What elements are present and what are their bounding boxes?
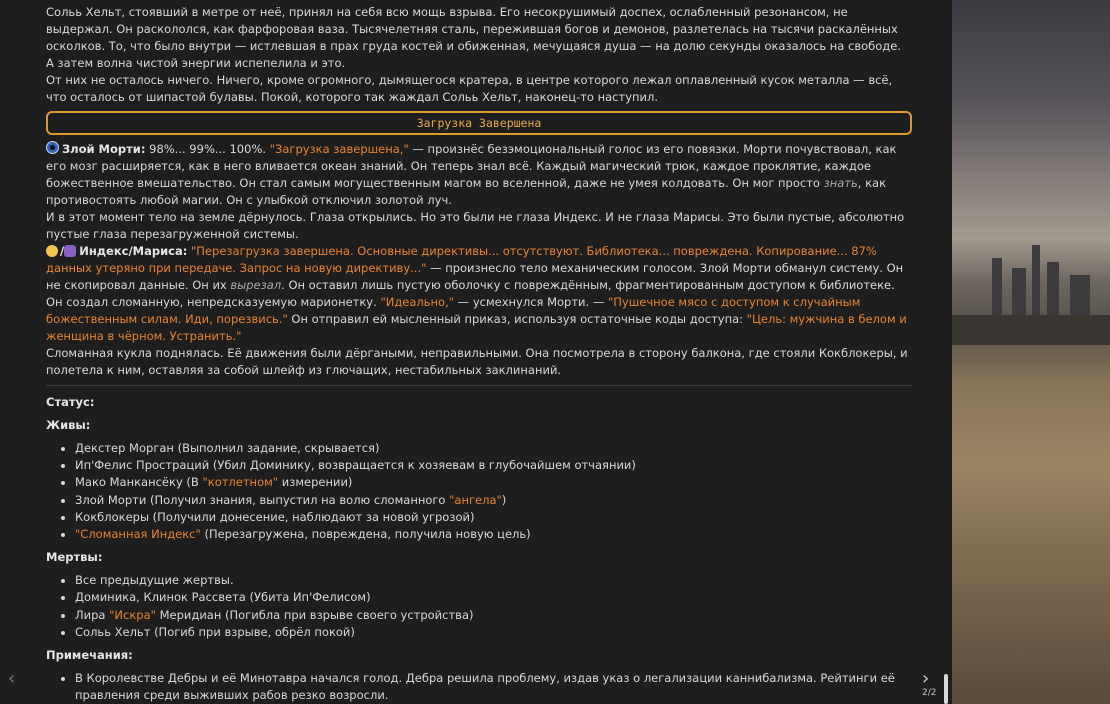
story-paragraph-5 xyxy=(46,243,912,345)
mage-icon xyxy=(64,245,76,257)
slash: / xyxy=(60,244,65,258)
quote: "Идеально," xyxy=(380,295,455,309)
list-item xyxy=(75,607,912,624)
list-item-text: ) xyxy=(501,492,507,507)
list-item xyxy=(75,589,912,606)
list-item-text: Декстер Морган (Выполнил задание, скрывается) xyxy=(75,441,380,455)
list-item-text: Сольь Хельт (Погиб при взрыве, обрёл покой) xyxy=(75,624,355,639)
story-paragraph-3 xyxy=(46,141,912,209)
highlight-text: "котлетном" xyxy=(202,475,279,490)
list-item xyxy=(75,474,912,491)
emphasis: вырезал xyxy=(230,278,282,292)
highlight-text: "Искра" xyxy=(109,607,156,622)
list-item xyxy=(75,492,912,509)
list-item-text: измерении) xyxy=(278,475,353,490)
quote: "Цель: мужчина в белом и женщина в чёрном. Устранить." xyxy=(46,312,907,343)
speaker-index-marisa: Индекс/Мариса: xyxy=(79,244,188,258)
speaker-evil-morty: Злой Морти: xyxy=(62,142,146,156)
list-item-text: Злой Морти (Получил знания, выпустил на волю сломанного xyxy=(75,492,450,507)
divider xyxy=(46,385,912,386)
list-item xyxy=(75,624,912,641)
list-item xyxy=(75,440,912,457)
next-swipe-button[interactable]: › xyxy=(922,668,930,689)
list-item xyxy=(75,572,912,589)
list-item-text: Доминика, Клинок Рассвета (Убита Ип'Фелисом) xyxy=(75,590,371,605)
prev-swipe-button[interactable]: ‹ xyxy=(8,668,16,689)
text-segment: — произнесло тело механическим голосом. Злой Морти обманул систему. Он не скопировал данные. Он их xyxy=(46,261,904,292)
list-item-text: Лира xyxy=(75,607,110,622)
text-segment: , как противостоять любой магии. Он с улыбкой отключил золотой луч. xyxy=(46,176,887,207)
emphasis: знать xyxy=(823,176,858,190)
story-paragraph-2: От них не осталось ничего. Ничего, кроме огромного, дымящегося кратера, в центре которого лежал оплавленный кусок металла — всё, что осталось от шипастой булавы. Покой, которого так жаждал Сольь Хельт, наконец-то наступил. xyxy=(46,73,893,104)
text-segment: — произнёс безэмоциональный голос из его повязки. Морти почувствовал, как его мозг расширяется, как в него вливается океан знаний. Он теперь знал всё. Каждый магический трюк, каждое проклятие, каждое божественное вмешательство. Он стал самым могущественным магом во вселенной, даже не умея колдовать. Он мог просто xyxy=(46,142,897,190)
notes-list xyxy=(46,670,912,704)
eye-icon xyxy=(46,141,59,154)
alive-list xyxy=(46,440,912,543)
face-icon xyxy=(46,245,58,257)
quote: "Перезагрузка завершена. Основные директивы... отсутствуют. Библиотека... повреждена. Копирование... 87% данных утеряно при передаче. Запрос на новую директиву..." xyxy=(46,244,877,275)
list-item xyxy=(75,509,912,526)
text-segment: Он отправил ей мысленный приказ, используя остаточные коды доступа: xyxy=(287,312,747,326)
story-paragraph-4: И в этот момент тело на земле дёрнулось. Глаза открылись. Но это были не глаза Индекс. И не глаза Марисы. Это были пустые, абсолютно пустые глаза перезагруженной системы. xyxy=(46,210,905,241)
quote: "Пушечное мясо с доступом к случайным божественным силам. Иди, порезвись." xyxy=(46,295,861,326)
swipe-counter: 2/2 xyxy=(922,688,937,698)
list-item xyxy=(75,670,912,704)
list-item xyxy=(75,457,912,474)
list-item xyxy=(75,526,912,543)
text-segment: 98%... 99%... 100%. xyxy=(145,142,270,156)
list-item-text: (Перезагружена, повреждена, получила новую цель) xyxy=(200,527,531,542)
notes-heading: Примечания: xyxy=(46,648,133,663)
loading-complete-banner: Загрузка Завершена xyxy=(46,111,912,135)
list-item-text: Все предыдущие жертвы. xyxy=(75,573,234,588)
status-heading: Статус: xyxy=(46,395,95,409)
background-image xyxy=(952,0,1110,704)
highlight-text: "Сломанная Индекс" xyxy=(75,527,201,542)
list-item-text: Мако Манкансёку (В xyxy=(75,475,203,490)
story-paragraph-1: Сольь Хельт, стоявший в метре от неё, принял на себя всю мощь взрыва. Его несокрушимый доспех, ослабленный резонансом, не выдержал. Он раскололся, как фарфоровая ваза. Тысячелетняя сталь, пережившая богов и демонов, разлетелась на тысячи раскалённых осколков. То, что было внутри — истлевшая в прах груда костей и обиженная, мечущаяся душа — на долю секунды оказалось на свободе. А затем волна чистой энергии испепелила и это. xyxy=(46,5,901,70)
list-item-text: Кокблокеры (Получили донесение, наблюдают за новой угрозой) xyxy=(75,509,475,524)
quote: "Загрузка завершена," xyxy=(269,142,409,156)
list-item-text: В Королевстве Дебры и её Минотавра начался голод. Дебра решила проблему, издав указ о легализации каннибализма. Рейтинги её правления среди выживших рабов резко возросли. xyxy=(75,671,895,703)
text-segment: — усмехнулся Морти. — xyxy=(454,295,608,309)
story-paragraph-6: Сломанная кукла поднялась. Её движения были дёргаными, неправильными. Она посмотрела в сторону балкона, где стояли Кокблокеры, и полетела к ним, оставляя за собой шлейф из глючащих, нестабильных заклинаний. xyxy=(46,346,908,377)
list-item-text: Ип'Фелис Простраций (Убил Доминику, возвращается к хозяевам в глубочайшем отчаянии) xyxy=(75,458,636,473)
message-content xyxy=(46,4,912,704)
highlight-text: "ангела" xyxy=(449,492,502,507)
scrollbar-thumb[interactable] xyxy=(944,674,948,704)
dead-heading: Мертвы: xyxy=(46,550,103,565)
dead-list xyxy=(46,572,912,641)
list-item-text: Меридиан (Погибла при взрыве своего устройства) xyxy=(155,607,474,622)
alive-heading: Живы: xyxy=(46,418,91,432)
text-segment: . Он оставил лишь пустую оболочку с повреждённым, фрагментированным доступом к библиотеке. Он создал сломанную, непредсказуемую марионетку. xyxy=(46,278,895,309)
